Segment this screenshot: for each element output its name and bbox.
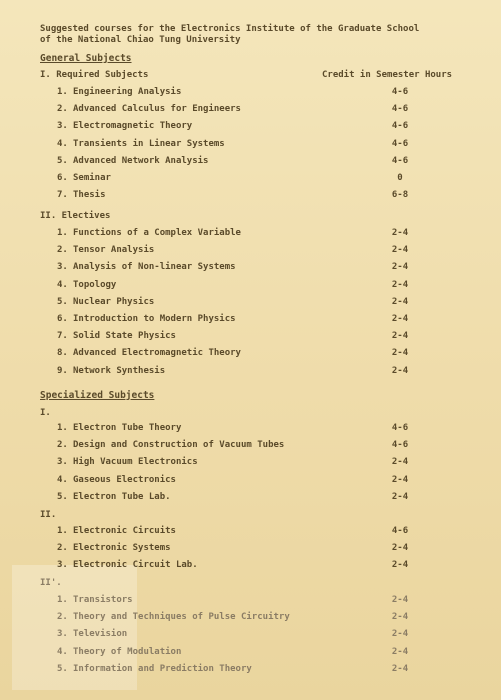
course-credit: 2-4 (391, 348, 409, 359)
course-name: Television (73, 629, 128, 640)
course-row (57, 314, 477, 325)
course-credit: 4-6 (391, 423, 409, 433)
course-credit: 4-6 (391, 104, 409, 115)
course-name: Electron Tube Theory (73, 423, 182, 433)
group2-heading: II. (40, 510, 57, 520)
group3-heading: II'. (40, 578, 62, 588)
course-name: Electronic Circuits (73, 526, 176, 536)
course-number: 3. (57, 457, 68, 468)
header-line-1: Suggested courses for the Electronics Institute of the Graduate School (40, 24, 420, 34)
course-row (57, 526, 477, 537)
course-row (57, 664, 477, 675)
course-row (57, 647, 477, 658)
course-row (57, 457, 477, 468)
course-credit: 4-6 (391, 155, 409, 166)
specialized-subjects-title: Specialized Subjects (40, 390, 155, 401)
course-row (57, 228, 477, 239)
course-credit: 2-4 (391, 314, 409, 324)
course-row (57, 87, 477, 98)
course-name: Electronic Circuit Lab. (73, 560, 198, 571)
course-name: Transistors (73, 595, 133, 605)
course-name: Nuclear Physics (73, 296, 155, 307)
course-credit: 2-4 (391, 663, 409, 674)
course-credit: 2-4 (391, 595, 409, 605)
course-number: 9. (57, 365, 68, 376)
course-number: 2. (57, 612, 68, 623)
course-name: Solid State Physics (73, 331, 176, 342)
course-credit: 4-6 (391, 138, 409, 149)
course-name: Electromagnetic Theory (73, 121, 193, 132)
course-row (57, 156, 477, 167)
course-name: Topology (73, 279, 117, 290)
course-row (57, 121, 477, 132)
course-row (57, 612, 477, 623)
course-row (57, 104, 477, 115)
course-row (57, 543, 477, 554)
course-name: Electronic Systems (73, 543, 171, 554)
course-credit: 2-4 (391, 331, 409, 342)
course-number: 4. (57, 279, 68, 290)
course-number: 1. (57, 526, 68, 536)
course-credit: 4-6 (391, 440, 409, 451)
course-number: 1. (57, 595, 68, 605)
course-number: 1. (57, 423, 68, 433)
course-name: Information and Prediction Theory (73, 663, 252, 674)
course-name: Gaseous Electronics (73, 474, 176, 485)
electives-heading: II. Electives (40, 211, 111, 221)
course-row (57, 139, 477, 150)
course-name: Advanced Calculus for Engineers (73, 104, 241, 115)
course-number: 5. (57, 296, 68, 307)
course-credit: 2-4 (391, 279, 409, 290)
course-credit: 2-4 (391, 612, 409, 623)
course-row (57, 190, 477, 201)
course-credit: 2-4 (391, 262, 409, 273)
course-name: Transients in Linear Systems (73, 138, 225, 149)
course-number: 2. (57, 440, 68, 451)
course-row (57, 595, 477, 606)
course-number: 3. (57, 121, 68, 132)
course-credit: 2-4 (391, 543, 409, 554)
course-name: Analysis of Non-linear Systems (73, 262, 236, 273)
course-row (57, 297, 477, 308)
course-number: 7. (57, 190, 68, 201)
required-heading: I. Required Subjects (40, 70, 149, 80)
course-credit: 2-4 (391, 365, 409, 376)
course-name: Thesis (73, 190, 106, 201)
course-number: 3. (57, 560, 68, 571)
course-row (57, 423, 477, 434)
course-number: 4. (57, 474, 68, 485)
course-number: 4. (57, 138, 68, 149)
course-name: Seminar (73, 173, 111, 183)
course-number: 8. (57, 348, 68, 359)
course-number: 6. (57, 314, 68, 324)
course-row (57, 173, 477, 184)
group1-heading: I. (40, 408, 51, 418)
course-name: Theory of Modulation (73, 646, 182, 657)
course-credit: 4-6 (391, 87, 409, 97)
course-name: Tensor Analysis (73, 245, 155, 256)
course-credit: 2-4 (391, 560, 409, 571)
course-number: 6. (57, 173, 68, 183)
credit-header: Credit in Semester Hours (322, 70, 453, 80)
course-name: Advanced Electromagnetic Theory (73, 348, 241, 359)
course-number: 3. (57, 629, 68, 640)
course-name: Engineering Analysis (73, 87, 182, 97)
course-credit: 2-4 (391, 646, 409, 657)
course-row (57, 348, 477, 359)
course-number: 2. (57, 543, 68, 554)
course-row (57, 492, 477, 503)
course-number: 7. (57, 331, 68, 342)
course-row (57, 629, 477, 640)
course-credit: 2-4 (391, 457, 409, 468)
course-name: Introduction to Modern Physics (73, 314, 236, 324)
course-number: 2. (57, 104, 68, 115)
course-row (57, 560, 477, 571)
course-number: 4. (57, 646, 68, 657)
course-number: 5. (57, 155, 68, 166)
course-number: 1. (57, 228, 68, 238)
course-row (57, 245, 477, 256)
course-name: High Vacuum Electronics (73, 457, 198, 468)
course-credit: 4-6 (391, 526, 409, 536)
course-credit: 2-4 (391, 491, 409, 502)
general-subjects-title: General Subjects (40, 53, 132, 64)
course-credit: 6-8 (391, 190, 409, 201)
course-number: 3. (57, 262, 68, 273)
course-number: 2. (57, 245, 68, 256)
course-row (57, 440, 477, 451)
course-credit: 2-4 (391, 228, 409, 238)
course-name: Theory and Techniques of Pulse Circuitry (73, 612, 290, 623)
course-number: 1. (57, 87, 68, 97)
course-credit: 2-4 (391, 474, 409, 485)
course-row (57, 262, 477, 273)
course-credit: 2-4 (391, 629, 409, 640)
course-name: Functions of a Complex Variable (73, 228, 241, 238)
course-name: Electron Tube Lab. (73, 491, 171, 502)
course-number: 5. (57, 663, 68, 674)
header-line-2: of the National Chiao Tung University (40, 35, 241, 45)
course-credit: 4-6 (391, 121, 409, 132)
course-name: Design and Construction of Vacuum Tubes (73, 440, 285, 451)
course-row (57, 331, 477, 342)
course-row (57, 280, 477, 291)
course-row (57, 366, 477, 377)
course-credit: 2-4 (391, 245, 409, 256)
course-credit: 0 (397, 173, 403, 183)
course-name: Network Synthesis (73, 365, 166, 376)
course-credit: 2-4 (391, 296, 409, 307)
course-row (57, 475, 477, 486)
course-number: 5. (57, 491, 68, 502)
course-name: Advanced Network Analysis (73, 155, 209, 166)
